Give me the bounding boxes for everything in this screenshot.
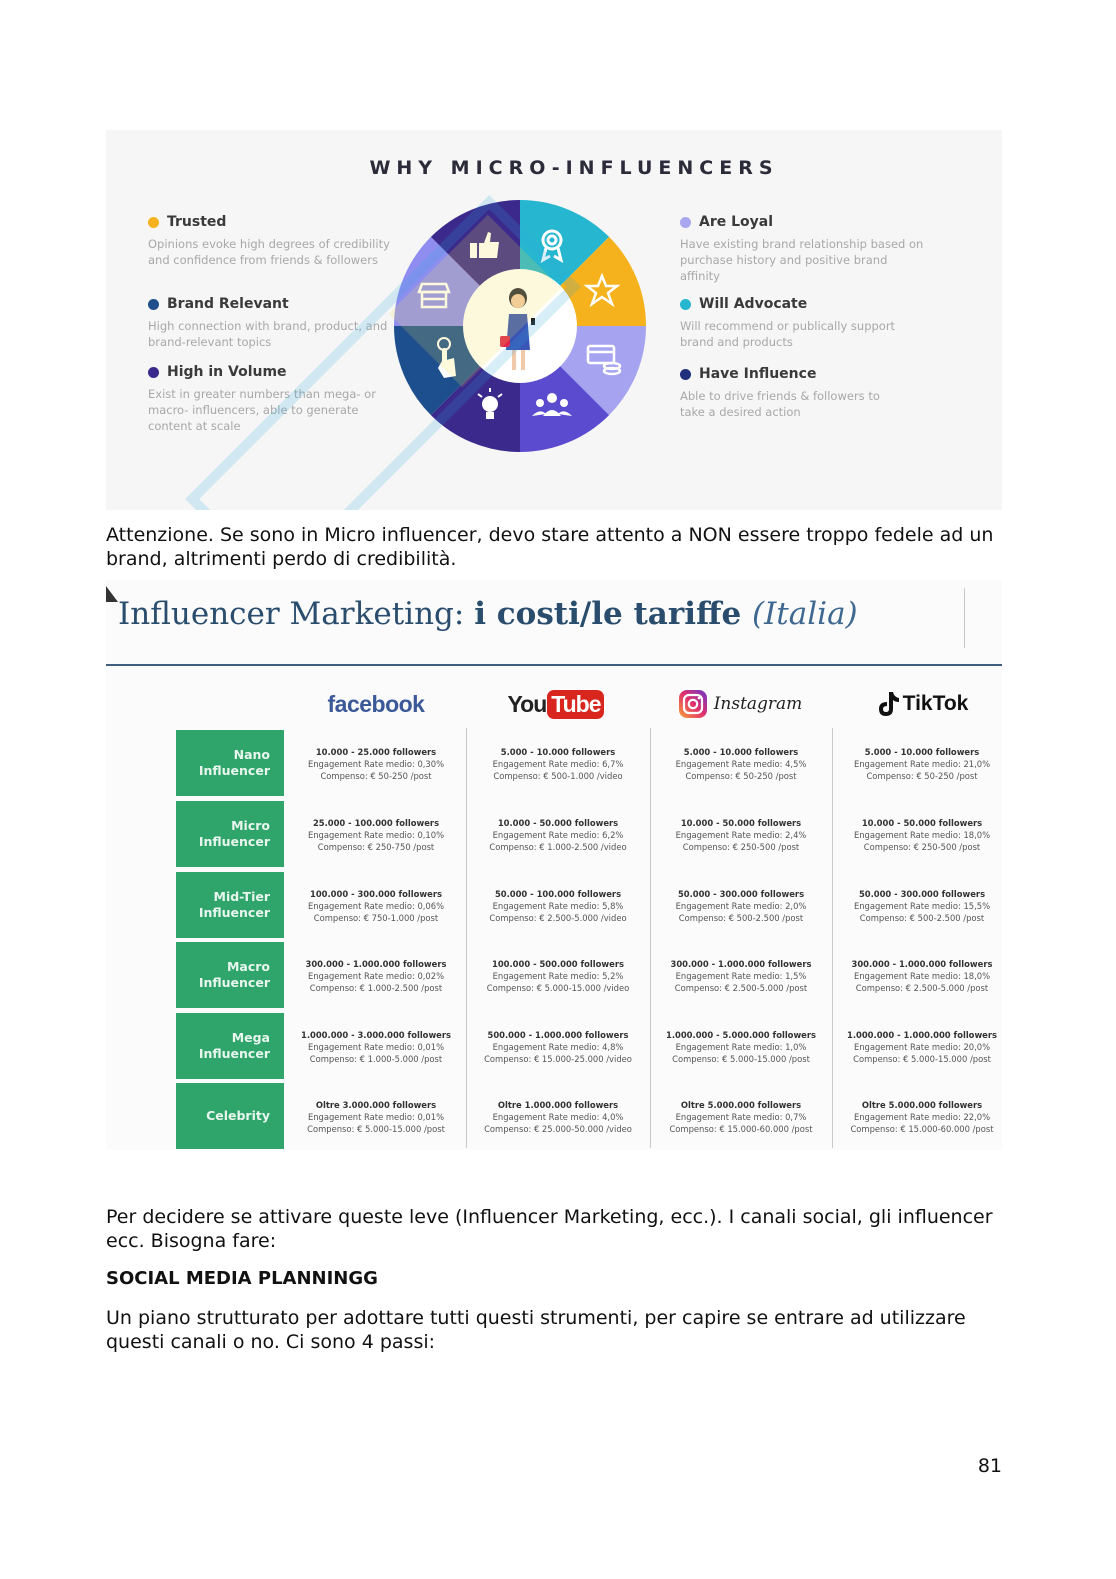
cell-followers: Oltre 1.000.000 followers [497, 1100, 619, 1110]
benefit-desc: Will recommend or publically support brand and products [680, 319, 896, 349]
cell-fee: Compenso: € 500-2.500 /post [859, 913, 985, 923]
cell-followers: 1.000.000 - 3.000.000 followers [301, 1030, 451, 1040]
benefit-desc: Have existing brand relationship based on purchase history and positive brand affinity [680, 237, 924, 283]
cell-engagement: Engagement Rate medio: 6,7% [492, 759, 624, 769]
tiktok-logo [834, 686, 1010, 722]
table-cell [470, 817, 646, 853]
cell-followers: 300.000 - 1.000.000 followers [305, 959, 447, 969]
cell-fee: Compenso: € 5.000-15.000 /post [307, 1124, 445, 1134]
cell-fee: Compenso: € 50-250 /post [866, 771, 978, 781]
cell-followers: 10.000 - 50.000 followers [497, 818, 619, 828]
benefit-trusted [148, 214, 398, 268]
influencer-wheel [392, 198, 648, 454]
row-label-line1: Nano [233, 747, 270, 762]
cell-fee: Compenso: € 25.000-50.000 /video [484, 1124, 632, 1134]
cell-engagement: Engagement Rate medio: 1,0% [675, 1042, 807, 1052]
benefit-desc: Opinions evoke high degrees of credibility and confidence from friends & followers [148, 237, 390, 267]
cell-engagement: Engagement Rate medio: 1,5% [675, 971, 807, 981]
paragraph-plan: Un piano strutturato per adottare tutti questi strumenti, per capire se entrare ad utilizzare questi canali o no. Ci sono 4 passi: [106, 1307, 966, 1353]
cell-engagement: Engagement Rate medio: 0,01% [307, 1042, 445, 1052]
table-cell [653, 1029, 829, 1065]
cell-followers: 10.000 - 50.000 followers [861, 818, 983, 828]
bullet-dot [148, 299, 159, 310]
row-label-line1: Mid-Tier [213, 889, 270, 904]
table-cell [288, 817, 464, 853]
cell-followers: 50.000 - 300.000 followers [677, 889, 805, 899]
table-cell [288, 1029, 464, 1065]
cell-fee: Compenso: € 50-250 /post [320, 771, 432, 781]
row-label-mid-tier [176, 872, 284, 938]
row-label-line2: Influencer [198, 975, 270, 990]
cell-engagement: Engagement Rate medio: 0,06% [307, 901, 445, 911]
cell-engagement: Engagement Rate medio: 5,2% [492, 971, 624, 981]
cell-fee: Compenso: € 2.500-5.000 /video [489, 913, 627, 923]
cell-fee: Compenso: € 5.000-15.000 /post [672, 1054, 810, 1064]
cell-fee: Compenso: € 500-2.500 /post [678, 913, 804, 923]
tiktok-note-icon [876, 690, 900, 718]
cell-engagement: Engagement Rate medio: 2,0% [675, 901, 807, 911]
cell-fee: Compenso: € 15.000-60.000 /post [669, 1124, 813, 1134]
bullet-dot [680, 299, 691, 310]
table-cell [834, 817, 1010, 853]
cell-fee: Compenso: € 500-1.000 /video [493, 771, 623, 781]
benefit-desc: High connection with brand, product, and brand-relevant topics [148, 319, 388, 349]
youtube-you-text: You [507, 690, 547, 717]
cell-engagement: Engagement Rate medio: 18,0% [853, 971, 991, 981]
facebook-wordmark: facebook [327, 690, 425, 717]
row-label-line1: Micro [231, 818, 270, 833]
table-cell [470, 888, 646, 924]
benefit-brand-relevant [148, 296, 398, 350]
cell-followers: 100.000 - 500.000 followers [492, 959, 624, 969]
cell-fee: Compenso: € 250-500 /post [863, 842, 981, 852]
cell-engagement: Engagement Rate medio: 4,5% [675, 759, 807, 769]
cell-followers: Oltre 3.000.000 followers [315, 1100, 437, 1110]
table-cell [288, 888, 464, 924]
table-cell [470, 1029, 646, 1065]
column-separator [650, 728, 651, 1148]
cell-followers: 100.000 - 300.000 followers [310, 889, 442, 899]
benefit-will-advocate [680, 296, 920, 350]
column-separator [466, 728, 467, 1148]
cell-followers: Oltre 5.000.000 followers [861, 1100, 983, 1110]
tiktok-wordmark: TikTok [902, 692, 969, 715]
bullet-dot [680, 217, 691, 228]
cell-fee: Compenso: € 250-750 /post [317, 842, 435, 852]
cell-followers: 1.000.000 - 5.000.000 followers [666, 1030, 816, 1040]
benefit-title: Have Influence [699, 366, 817, 382]
cell-engagement: Engagement Rate medio: 2,4% [675, 830, 807, 840]
column-separator [832, 728, 833, 1148]
benefit-title: Will Advocate [699, 296, 808, 312]
infographic-title: WHY MICRO-INFLUENCERS [369, 157, 779, 179]
cell-fee: Compenso: € 250-500 /post [682, 842, 800, 852]
micro-influencers-infographic [106, 130, 1002, 510]
table-cell [653, 817, 829, 853]
cell-engagement: Engagement Rate medio: 0,10% [307, 830, 445, 840]
paragraph-decision: Per decidere se attivare queste leve (Influencer Marketing, ecc.). I canali social, gli influencer ecc. Bisogna fare: [106, 1206, 993, 1252]
pricing-table-figure [106, 580, 1002, 1150]
cell-fee: Compenso: € 1.000-2.500 /post [309, 983, 443, 993]
row-label-line1: Macro [226, 959, 270, 974]
cell-followers: 10.000 - 50.000 followers [680, 818, 802, 828]
cell-followers: 300.000 - 1.000.000 followers [851, 959, 993, 969]
cell-followers: 300.000 - 1.000.000 followers [670, 959, 812, 969]
table-cell [834, 958, 1010, 994]
table-cell [834, 888, 1010, 924]
table-cell [834, 746, 1010, 782]
row-label-line2: Influencer [198, 1046, 270, 1061]
cell-fee: Compenso: € 2.500-5.000 /post [674, 983, 808, 993]
table-cell [653, 958, 829, 994]
table-cell [288, 958, 464, 994]
page-number: 81 [977, 1455, 1002, 1477]
table-cell [653, 888, 829, 924]
cell-fee: Compenso: € 2.500-5.000 /post [855, 983, 989, 993]
row-label-nano [176, 730, 284, 796]
cell-fee: Compenso: € 1.000-5.000 /post [309, 1054, 443, 1064]
instagram-logo [652, 686, 828, 722]
benefit-are-loyal [680, 214, 930, 284]
benefit-title: Are Loyal [699, 214, 774, 230]
cell-fee: Compenso: € 5.000-15.000 /video [486, 983, 630, 993]
cell-engagement: Engagement Rate medio: 0,02% [307, 971, 445, 981]
facebook-logo [288, 686, 464, 722]
table-cell [470, 958, 646, 994]
row-label-macro [176, 942, 284, 1008]
cell-followers: 500.000 - 1.000.000 followers [487, 1030, 629, 1040]
cell-fee: Compenso: € 15.000-25.000 /video [484, 1054, 632, 1064]
benefit-desc: Exist in greater numbers than mega- or macro- influencers, able to generate content at scale [148, 387, 376, 433]
table-cell [470, 1099, 646, 1135]
benefit-title: Trusted [167, 214, 227, 230]
table-cell [834, 1099, 1010, 1135]
pricing-title-part-a: Influencer Marketing: [118, 596, 475, 632]
bullet-dot [148, 217, 159, 228]
benefit-title: High in Volume [167, 364, 287, 380]
bullet-dot [148, 367, 159, 378]
cell-engagement: Engagement Rate medio: 20,0% [853, 1042, 991, 1052]
row-label-mega [176, 1013, 284, 1079]
cell-fee: Compenso: € 15.000-60.000 /post [850, 1124, 994, 1134]
cell-fee: Compenso: € 5.000-15.000 /post [853, 1054, 991, 1064]
pricing-title-part-c: (Italia) [751, 596, 858, 632]
row-label-celebrity [176, 1083, 284, 1149]
row-label-line2: Influencer [198, 905, 270, 920]
instagram-icon [678, 689, 708, 719]
row-label-micro [176, 801, 284, 867]
youtube-logo [468, 686, 644, 722]
cell-fee: Compenso: € 750-1.000 /post [313, 913, 439, 923]
cell-followers: 5.000 - 10.000 followers [683, 747, 799, 757]
cell-engagement: Engagement Rate medio: 0,7% [675, 1112, 807, 1122]
table-cell [288, 1099, 464, 1135]
cell-fee: Compenso: € 1.000-2.500 /video [489, 842, 627, 852]
cell-engagement: Engagement Rate medio: 4,0% [492, 1112, 624, 1122]
table-cell [653, 1099, 829, 1135]
cell-engagement: Engagement Rate medio: 0,30% [307, 759, 445, 769]
play-marker-icon [106, 586, 118, 602]
bullet-dot [680, 369, 691, 380]
benefit-title: Brand Relevant [167, 296, 289, 312]
cell-engagement: Engagement Rate medio: 0,01% [307, 1112, 445, 1122]
cell-followers: 5.000 - 10.000 followers [864, 747, 980, 757]
table-cell [288, 746, 464, 782]
benefit-desc: Able to drive friends & followers to take a desired action [680, 389, 880, 419]
table-cell [653, 746, 829, 782]
cell-engagement: Engagement Rate medio: 22,0% [853, 1112, 991, 1122]
benefit-have-influence [680, 366, 900, 420]
row-label-line1: Celebrity [206, 1108, 270, 1123]
pricing-title-part-b: i costi/le tariffe [474, 596, 752, 632]
cell-followers: 50.000 - 300.000 followers [858, 889, 986, 899]
row-label-line2: Influencer [198, 834, 270, 849]
youtube-tube-text: Tube [547, 690, 604, 719]
paragraph-attention: Attenzione. Se sono in Micro influencer, devo stare attento a NON essere troppo fedele ad un brand, altrimenti perdo di credibilità. [106, 524, 994, 570]
cell-engagement: Engagement Rate medio: 4,8% [492, 1042, 624, 1052]
row-label-line2: Influencer [198, 763, 270, 778]
cell-followers: 50.000 - 100.000 followers [494, 889, 622, 899]
table-cell [834, 1029, 1010, 1065]
cell-engagement: Engagement Rate medio: 5,8% [492, 901, 624, 911]
cell-followers: 25.000 - 100.000 followers [312, 818, 440, 828]
cell-fee: Compenso: € 50-250 /post [685, 771, 797, 781]
benefit-high-in-volume [148, 364, 388, 434]
title-rule [106, 664, 1002, 666]
cell-engagement: Engagement Rate medio: 6,2% [492, 830, 624, 840]
row-label-line1: Mega [231, 1030, 270, 1045]
cell-followers: Oltre 5.000.000 followers [680, 1100, 802, 1110]
cell-engagement: Engagement Rate medio: 15,5% [853, 901, 991, 911]
instagram-wordmark: Instagram [713, 694, 803, 714]
cell-followers: 5.000 - 10.000 followers [500, 747, 616, 757]
pricing-title [118, 596, 858, 632]
cell-engagement: Engagement Rate medio: 21,0% [853, 759, 991, 769]
cell-engagement: Engagement Rate medio: 18,0% [853, 830, 991, 840]
table-cell [470, 746, 646, 782]
cell-followers: 10.000 - 25.000 followers [315, 747, 437, 757]
title-separator [964, 588, 965, 648]
cell-followers: 1.000.000 - 1.000.000 followers [847, 1030, 997, 1040]
section-heading: SOCIAL MEDIA PLANNINGG [106, 1268, 378, 1289]
